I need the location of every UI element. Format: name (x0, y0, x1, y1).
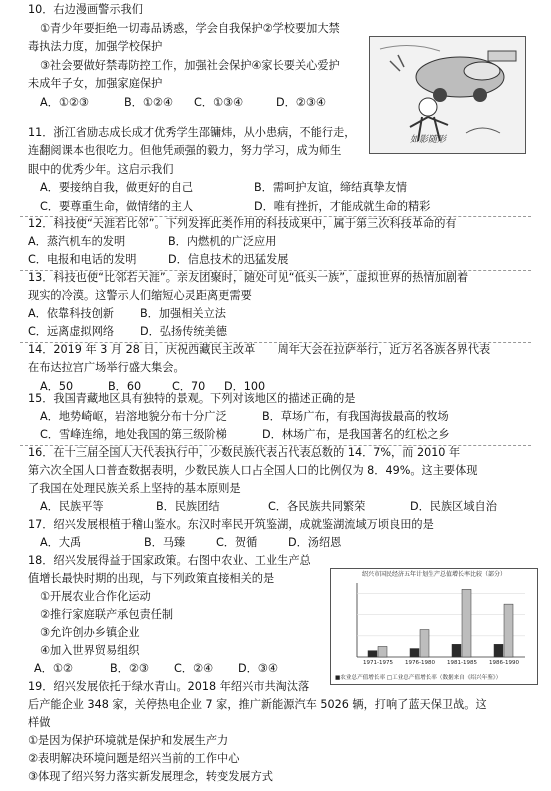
q13-option-b[interactable]: B．加强相关立法 (140, 307, 226, 320)
q10-line1: ①青少年要拒绝一切毒品诱惑，学会自我保护②学校要加大禁 (40, 22, 340, 35)
q11-line2: 连翻阅课本也很吃力。但他凭顽强的毅力，努力学习，成为师生 (28, 144, 342, 157)
q17-line1: 17．绍兴发展根植于稽山鉴水。东汉时率民开筑鉴湖，成就鉴湖流域万顷良田的是 (28, 518, 434, 531)
q17-option-d[interactable]: D．汤绍恩 (288, 536, 342, 549)
q10-line3: ③社会要做好禁毒防控工作，加强社会保护④家长要关心爱护 (40, 59, 340, 72)
q19-line2: 后产能企业 348 家，关停热电企业 7 家，推广新能源汽车 5026 辆，打响了蓝天保卫战。这 (28, 698, 487, 711)
q11-option-d[interactable]: D．唯有挫折，才能成就生命的精彩 (254, 200, 431, 213)
q18-options (34, 659, 278, 678)
chart-x-tick-label: 1971-1975 (363, 660, 393, 666)
q18-option-a[interactable]: A．①② (34, 662, 73, 675)
q13-option-c[interactable]: C．远离虚拟网络 (28, 325, 115, 338)
q17-options (40, 533, 341, 552)
q14-line2: 在布达拉宫广场举行盛大集会。 (28, 361, 185, 374)
q16-option-c[interactable]: C．各民族共同繁荣 (268, 500, 366, 513)
q10-option-d[interactable]: D．②③④ (276, 96, 326, 109)
q16-option-d[interactable]: D．民族区域自治 (410, 500, 497, 513)
chart-x-tick-label: 1976-1980 (405, 660, 435, 666)
cartoon-caption: 如影随形 (410, 135, 447, 145)
q18-line1: 18．绍兴发展得益于国家政策。右图中农业、工业生产总 (28, 554, 311, 567)
q15-option-c[interactable]: C．雪峰连绵，地处我国的第三级阶梯 (40, 428, 227, 441)
q13-options-row1 (28, 304, 226, 323)
q12-option-c[interactable]: C．电报和电话的发明 (28, 253, 137, 266)
q18-option-c[interactable]: C．②④ (174, 662, 214, 675)
gdp-growth-chart (330, 568, 538, 685)
q16-options (40, 497, 497, 516)
q17-option-a[interactable]: A．大禹 (40, 536, 82, 549)
q18-item1: ①开展农业合作化运动 (40, 590, 151, 603)
q18-option-b[interactable]: B．②③ (110, 662, 149, 675)
q18-option-d[interactable]: D．③④ (238, 662, 278, 675)
q15-options-row2 (40, 425, 450, 444)
q18-item4: ④加入世界贸易组织 (40, 644, 140, 657)
q13-options-row2 (28, 322, 227, 341)
q18-line2: 值增长最快时期的出现，与下列政策直接相关的是 (28, 572, 275, 585)
q12-options-row2 (28, 250, 289, 269)
q10-option-c[interactable]: C．①③④ (194, 96, 244, 109)
q11-option-b[interactable]: B．需呵护友谊，缔结真挚友情 (254, 181, 408, 194)
q12-options-row1 (28, 232, 276, 251)
q13-line1: 13．科技也使“比邻若天涯”。亲友团聚时，随处可见“低头一族”，虚拟世界的热情加剧着 (28, 271, 469, 284)
q10-line2: 毒执法力度，加强学校保护 (28, 40, 163, 53)
q16-line1: 16．在十三届全国人大代表执行中，少数民族代表占代表总数的 14．7%，而 2010 年 (28, 446, 461, 459)
q13-line2: 现实的冷漠。这警示人们缩短心灵距离更需要 (28, 289, 252, 302)
q10-stem: 10．右边漫画警示我们 (28, 3, 143, 16)
q15-options-row1 (40, 407, 449, 426)
q17-option-b[interactable]: B．马臻 (144, 536, 186, 549)
q10-line4: 未成年子女，加强家庭保护 (28, 77, 163, 90)
q15-option-a[interactable]: A．地势崎岖，岩溶地貌分布十分广泛 (40, 410, 227, 423)
chart-bar (462, 589, 471, 657)
q19-item1: ①是因为保护环境就是保护和发展生产力 (28, 734, 229, 747)
chart-bar (452, 644, 461, 657)
q19-line3: 样做 (28, 716, 51, 729)
chart-bar (410, 649, 419, 657)
q10-option-a[interactable]: A．①②③ (40, 96, 89, 109)
q10-options (40, 93, 326, 112)
q17-option-c[interactable]: C．贺循 (216, 536, 258, 549)
chart-bar (494, 644, 503, 657)
chart-x-tick-label: 1981-1985 (447, 660, 477, 666)
q13-option-d[interactable]: D．弘扬传统美德 (140, 325, 227, 338)
q19-item3: ③体现了绍兴努力落实新发展理念，转变发展方式 (28, 770, 273, 783)
q12-option-a[interactable]: A．蒸汽机车的发明 (28, 235, 126, 248)
q12-option-d[interactable]: D．信息技术的迅猛发展 (168, 253, 289, 266)
q16-line2: 第六次全国人口普查数据表明，少数民族人口占全国人口的比例仅为 8．49%。这主要体现 (28, 464, 478, 477)
q10-option-b[interactable]: B．①②④ (124, 96, 173, 109)
q12-option-b[interactable]: B．内燃机的广泛应用 (168, 235, 277, 248)
chart-bar (378, 646, 387, 657)
q11-line3: 眼中的优秀少年。这启示我们 (28, 163, 174, 176)
q18-item3: ③允许创办乡镇企业 (40, 626, 140, 639)
q14-option-c[interactable]: C．70 (172, 380, 206, 393)
q14-line1: 14．2019 年 3 月 28 日，庆祝西藏民主改革 周年大会在拉萨举行，近万名各族各界代表 (28, 343, 491, 356)
q16-option-a[interactable]: A．民族平等 (40, 500, 104, 513)
chart-title: 绍兴市国民经济五年计划生产总值增长率比较（部分） (361, 571, 506, 578)
q18-item2: ②推行家庭联产承包责任制 (40, 608, 174, 621)
chart-legend: ■农业总产值增长率 □工业总产值增长率（数据来自《绍兴年鉴》） (335, 675, 502, 681)
chart-bar (420, 630, 429, 657)
q14-option-b[interactable]: B．60 (108, 380, 142, 393)
q16-option-b[interactable]: B．民族团结 (156, 500, 220, 513)
q15-line1: 15．我国青藏地区具有独特的景观。下列对该地区的描述正确的是 (28, 392, 356, 405)
q13-option-a[interactable]: A．依靠科技创新 (28, 307, 114, 320)
q14-option-d[interactable]: D．100 (224, 380, 266, 393)
q19-item2: ②表明解决环境问题是绍兴当前的工作中心 (28, 752, 240, 765)
q12-line1: 12．科技使“天涯若比邻”。下列发挥此类作用的科技成果中，属于第三次科技革命的有 (28, 217, 457, 230)
q15-option-d[interactable]: D．林场广布，是我国著名的红松之乡 (262, 428, 450, 441)
q14-option-a[interactable]: A．50 (40, 380, 74, 393)
chart-x-tick-label: 1986-1990 (489, 660, 519, 666)
q11-option-a[interactable]: A．要接纳自我，做更好的自己 (40, 181, 194, 194)
chart-bar (504, 604, 513, 657)
q11-options-row1 (40, 178, 407, 197)
q16-line3: 了我国在处理民族关系上坚持的基本原则是 (28, 482, 241, 495)
q19-line1: 19．绍兴发展依托于绿水青山。2018 年绍兴市共淘汰落 (28, 680, 310, 693)
drug-warning-cartoon (369, 36, 526, 154)
chart-bar (368, 651, 377, 657)
q11-option-c[interactable]: C．要尊重生命，做情绪的主人 (40, 200, 194, 213)
q15-option-b[interactable]: B．草场广布，有我国海拔最高的牧场 (262, 410, 449, 423)
q11-line1: 11．浙江省励志成长成才优秀学生邵镛炜，从小患病，不能行走， (28, 126, 356, 139)
chart-plot (331, 569, 537, 684)
